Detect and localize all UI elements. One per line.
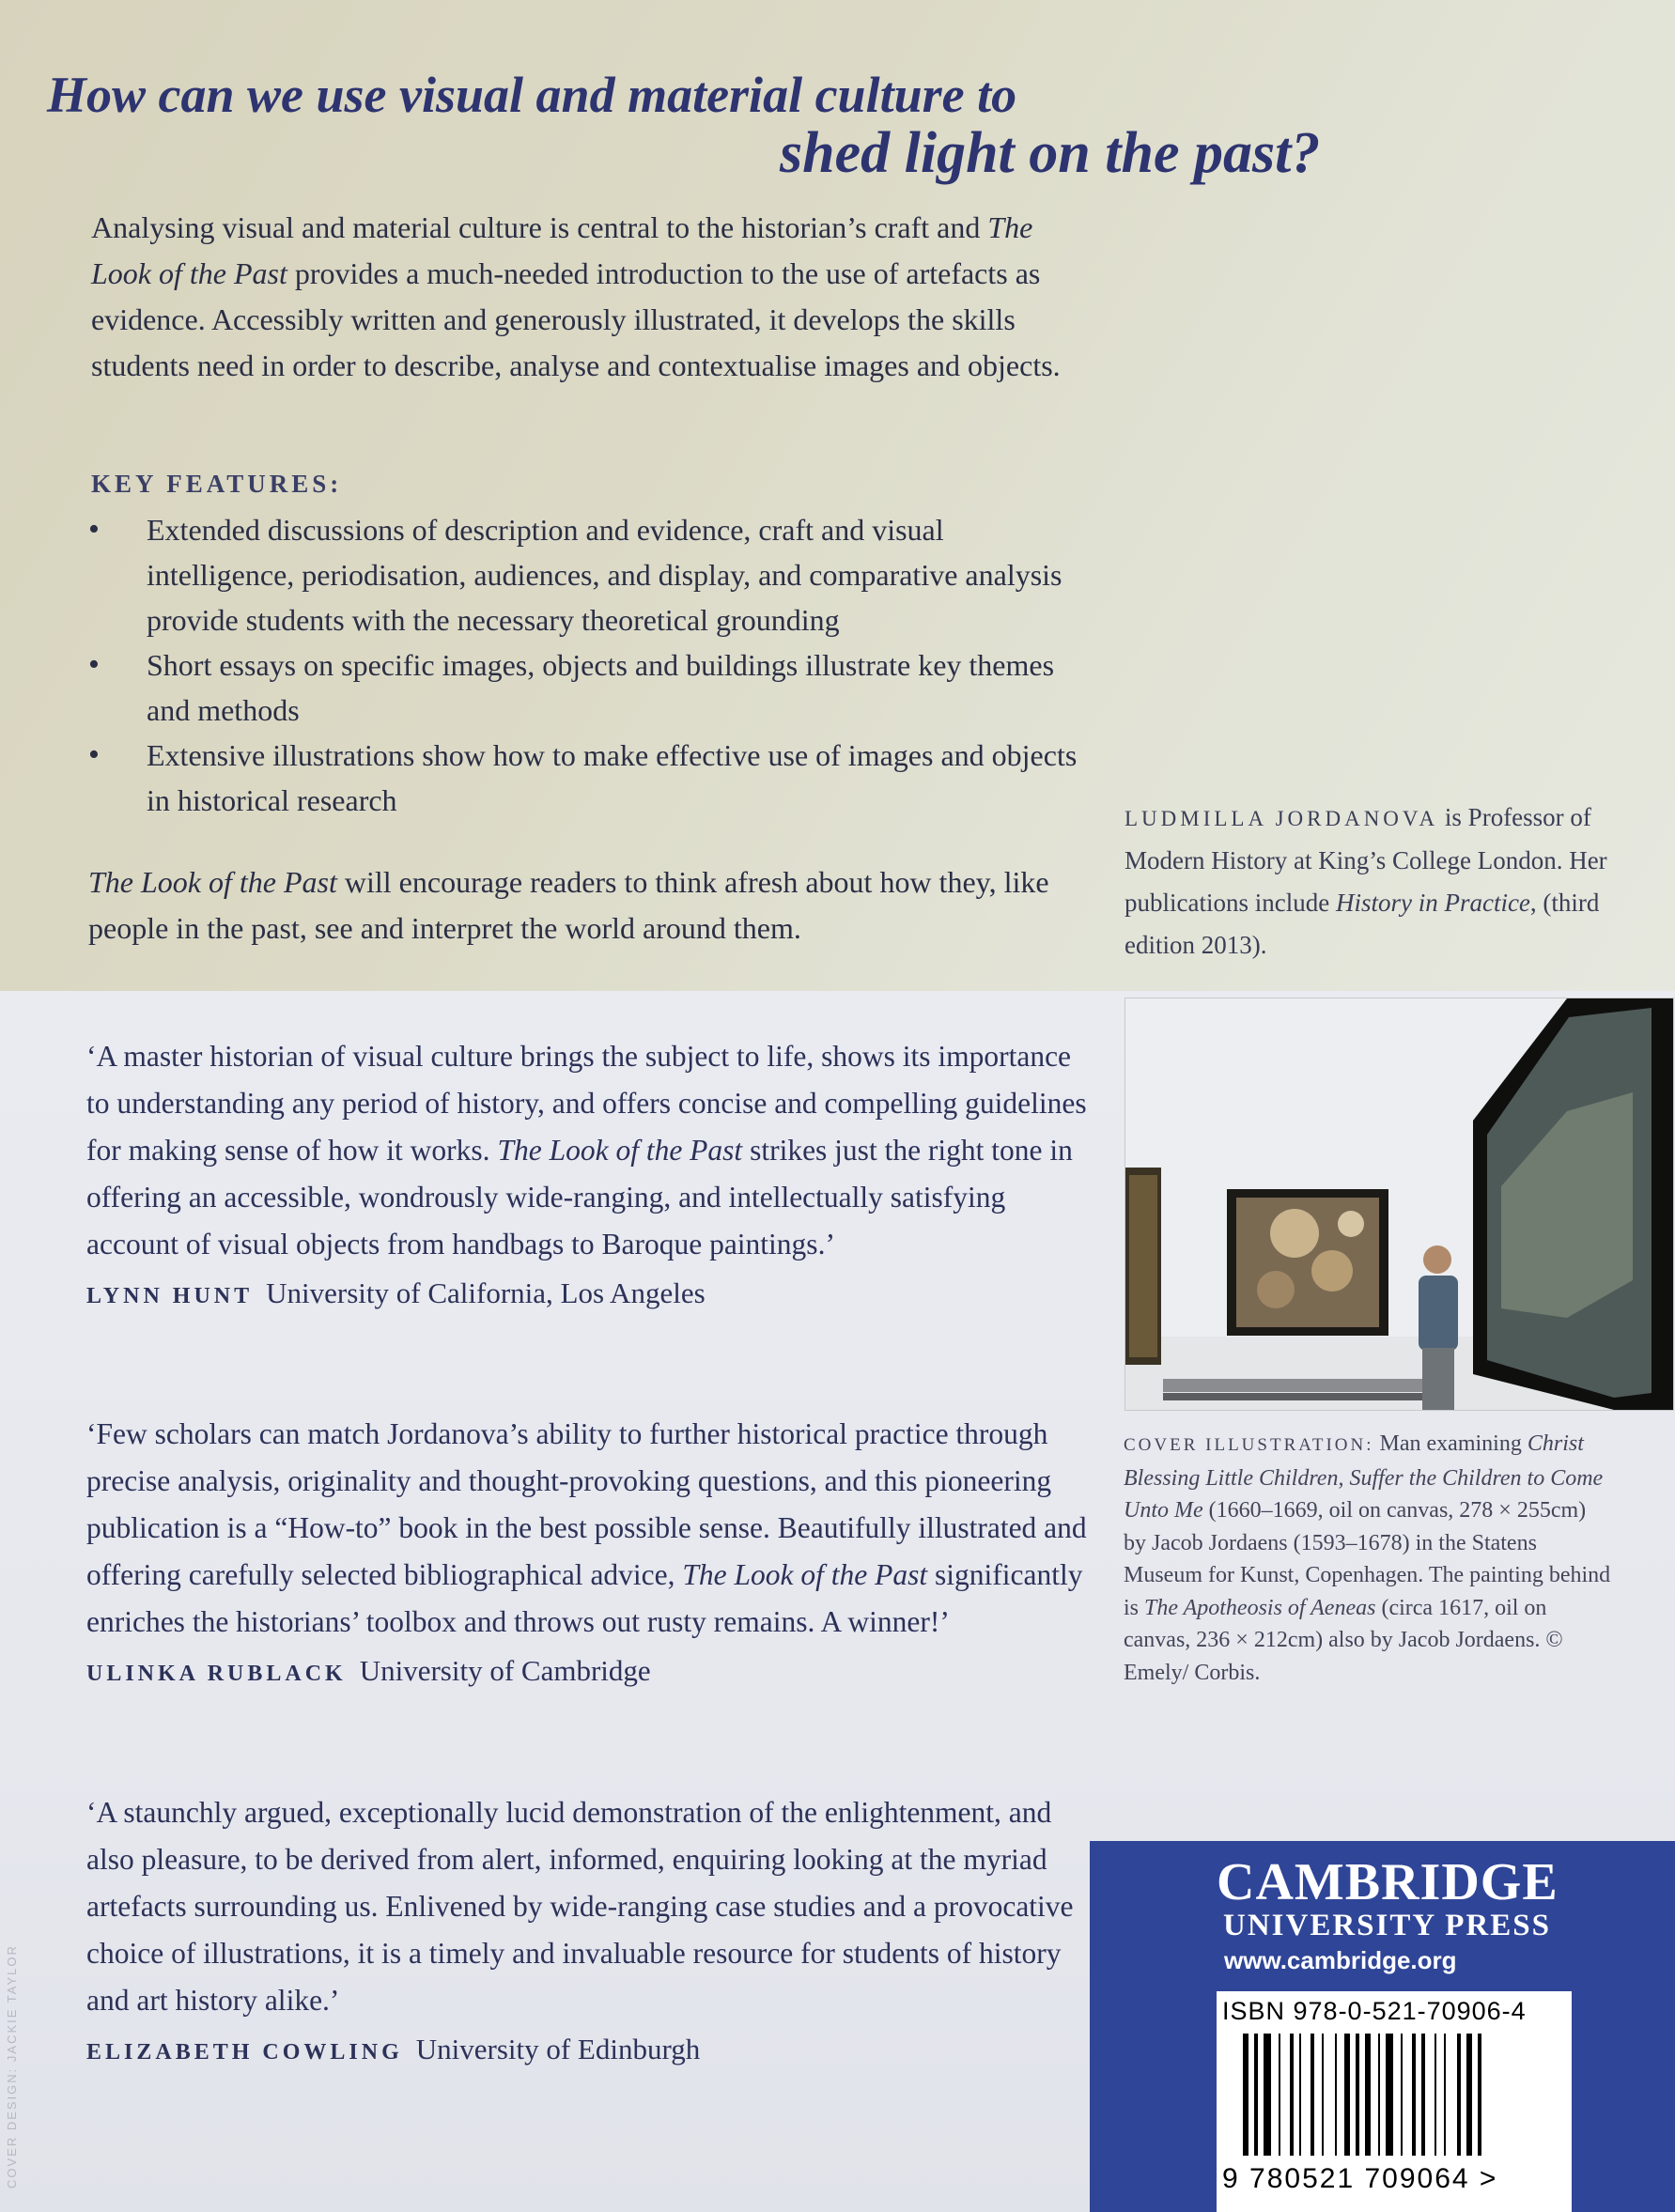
closing-paragraph: The Look of the Past will encourage readers to think afresh about how they, like people in the past, see and interpret the world around them. — [88, 865, 1049, 945]
caption-label: COVER ILLUSTRATION: — [1124, 1435, 1374, 1455]
bullet-icon: • — [88, 647, 100, 682]
quote-attribution: ULINKA RUBLACK University of Cambridge — [86, 1654, 651, 1687]
isbn-label: ISBN 978-0-521-70906-4 — [1222, 1997, 1527, 2025]
cover-illustration-photo — [1124, 998, 1674, 1411]
quote-2: ‘Few scholars can match Jordanova’s ability to further historical practice through precise analysis, originality and thought-provoking questions, and this pioneering publication is a “How-to” book in the best possible sense. Beautifully illustrated and offering carefully selected bibliographical advice, The Look of the Past significantly enriches the historians’ toolbox and throws out rusty remains. A winner!’ ULINKA RUBLACK University of Cambridge — [86, 1411, 1092, 1697]
quote-1: ‘A master historian of visual culture brings the subject to life, shows its importance to understanding any period of history, and offers concise and compelling guidelines for making sense of how it works. The Look of the Past strikes just the right tone in offering an accessible, wondrously wide-ranging, and intellectually satisfying account of visual objects from handbags to Baroque paintings.’ LYNN HUNT University of California, Los Angeles — [86, 1033, 1092, 1320]
publisher-name: CAMBRIDGE — [1217, 1853, 1559, 1911]
publisher-block — [1090, 1841, 1675, 2212]
publisher-subtitle: UNIVERSITY PRESS — [1223, 1909, 1551, 1942]
publisher-url: www.cambridge.org — [1224, 1946, 1457, 1974]
bullet-icon: • — [88, 512, 100, 547]
isbn-box — [1217, 1991, 1572, 2212]
intro-paragraph: Analysing visual and material culture is central to the historian’s craft and The Look of the Past provides a much-needed introduction to the use of artefacts as evidence. Accessibly written and generously illustrated, it develops the skills students need in order to describe, analyse and contextualise images and objects. — [91, 210, 1061, 382]
quote-3: ‘A staunchly argued, exceptionally lucid demonstration of the enlightenment, and also pleasure, to be derived from alert, informed, enquiring looking at the myriad artefacts surrounding us. Enlivened by wide-ranging case studies and a provocative choice of illustrations, it is a timely and invaluable resource for students of history and art history alike.’ ELIZABETH COWLING University of Edinburgh — [86, 1789, 1092, 2076]
key-features-heading: KEY FEATURES: — [91, 470, 343, 498]
author-name: LUDMILLA JORDANOVA — [1124, 807, 1439, 830]
book-title: The Look of the Past — [88, 865, 337, 899]
cover-design-credit: COVER DESIGN: JACKIE TAYLOR — [5, 1944, 19, 2189]
list-item: • Extended discussions of description and evidence, craft and visual intelligence, periodisation, audiences, and display, and comparative analysis provide students with the necessary theoretical grounding — [85, 507, 1080, 642]
barcode-digits: 9 780521 709064 > — [1222, 2163, 1498, 2194]
headline-line-1: How can we use visual and material culture to — [47, 67, 1017, 123]
quote-attribution: ELIZABETH COWLING University of Edinburgh — [86, 2033, 701, 2065]
headline-line-2: shed light on the past? — [780, 121, 1321, 185]
quote-attribution: LYNN HUNT University of California, Los Angeles — [86, 1276, 706, 1309]
bullet-icon: • — [88, 737, 100, 772]
author-bio: LUDMILLA JORDANOVA is Professor of Modern History at King’s College London. Her publications include History in Practice, (third edition 2013). — [1124, 803, 1607, 959]
gallery-photo-image — [1125, 998, 1673, 1410]
cover-caption: COVER ILLUSTRATION: Man examining Christ Blessing Little Children, Suffer the Children to Come Unto Me (1660–1669, oil on canvas, 278 × 255cm) by Jacob Jordaens (1593–1678) in the Statens Museum for Kunst, Copenhagen. The painting behind is The Apotheosis of Aeneas (circa 1617, oil on canvas, 236 × 212cm) also by Jacob Jordaens. © Emely/ Corbis. — [1124, 1431, 1611, 1685]
list-item: • Extensive illustrations show how to make effective use of images and objects in historical research — [85, 733, 1080, 823]
list-item: • Short essays on specific images, objects and buildings illustrate key themes and methods — [85, 642, 1080, 733]
book-title: The Look of the Past — [91, 210, 1033, 290]
key-features-list — [85, 507, 1080, 823]
